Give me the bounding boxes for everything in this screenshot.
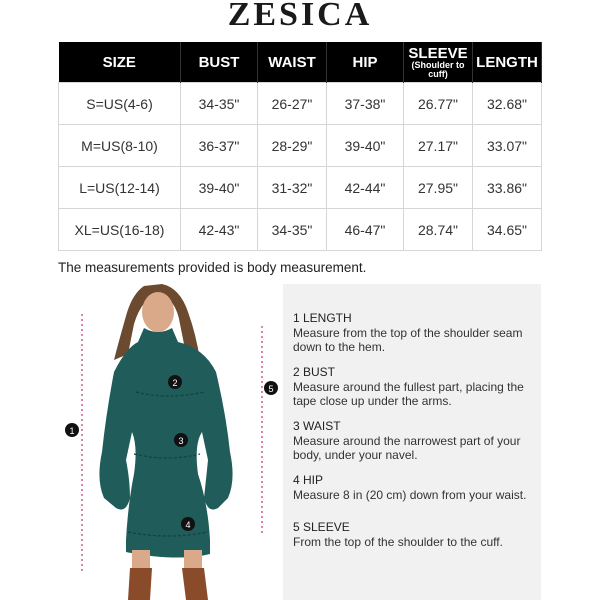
header-sleeve-label: SLEEVE <box>408 44 468 62</box>
guide-hip <box>293 473 533 502</box>
guide-sleeve-text: From the top of the shoulder to the cuff. <box>293 534 503 549</box>
guide-hip-title: 4 HIP <box>293 473 324 487</box>
cell-sleeve: 26.77" <box>404 83 473 125</box>
table-row <box>59 209 542 251</box>
marker-1-label: 1 <box>69 426 75 436</box>
cell-waist: 31-32" <box>258 167 327 209</box>
brand-logo: ZESICA <box>227 0 373 33</box>
guide-sleeve-title: 5 SLEEVE <box>293 520 350 534</box>
guide-length <box>293 311 533 355</box>
cell-bust: 34-35" <box>181 83 258 125</box>
cell-sleeve: 27.95" <box>404 167 473 209</box>
cell-sleeve: 28.74" <box>404 209 473 251</box>
marker-2 <box>168 375 182 389</box>
table-header-row <box>59 42 542 83</box>
header-length: LENGTH <box>473 42 542 83</box>
right-boot <box>182 568 208 600</box>
cell-waist: 28-29" <box>258 125 327 167</box>
guide-waist-title: 3 WAIST <box>293 419 341 433</box>
cell-length: 33.86" <box>473 167 542 209</box>
left-leg <box>132 550 150 570</box>
cell-hip: 39-40" <box>327 125 404 167</box>
marker-5 <box>264 381 278 395</box>
guide-waist <box>293 419 533 463</box>
cell-bust: 42-43" <box>181 209 258 251</box>
cell-hip: 37-38" <box>327 83 404 125</box>
header-size: SIZE <box>59 42 181 83</box>
guide-bust <box>293 365 533 409</box>
header-waist: WAIST <box>258 42 327 83</box>
cell-length: 33.07" <box>473 125 542 167</box>
marker-5-label: 5 <box>268 384 274 394</box>
size-chart-table <box>58 42 542 251</box>
cell-length: 34.65" <box>473 209 542 251</box>
cell-hip: 42-44" <box>327 167 404 209</box>
cell-hip: 46-47" <box>327 209 404 251</box>
guide-sleeve <box>293 520 533 549</box>
cell-waist: 26-27" <box>258 83 327 125</box>
marker-1 <box>65 423 79 437</box>
guide-bust-text: Measure around the fullest part, placing the tape close up under the arms. <box>293 379 524 408</box>
guide-length-text: Measure from the top of the shoulder seam down to the hem. <box>293 325 523 354</box>
marker-2-label: 2 <box>172 378 178 388</box>
guide-hip-text: Measure 8 in (20 cm) down from your waist. <box>293 487 527 502</box>
right-leg <box>184 550 202 570</box>
measurement-note: The measurements provided is body measurement. <box>58 260 367 275</box>
header-hip: HIP <box>327 42 404 83</box>
guide-length-title: 1 LENGTH <box>293 311 352 325</box>
dress-body <box>99 328 232 558</box>
header-sleeve-sub: (Shoulder to cuff) <box>411 59 465 79</box>
guide-waist-text: Measure around the narrowest part of your body, under your navel. <box>293 433 521 462</box>
cell-size: XL=US(16-18) <box>59 209 181 251</box>
table-row <box>59 167 542 209</box>
header-sleeve <box>404 42 473 83</box>
measurement-guide-panel <box>283 284 541 600</box>
table-row <box>59 125 542 167</box>
cell-size: L=US(12-14) <box>59 167 181 209</box>
guide-bust-title: 2 BUST <box>293 365 336 379</box>
cell-waist: 34-35" <box>258 209 327 251</box>
cell-bust: 39-40" <box>181 167 258 209</box>
header-bust: BUST <box>181 42 258 83</box>
cell-size: S=US(4-6) <box>59 83 181 125</box>
marker-3 <box>174 433 188 447</box>
cell-length: 32.68" <box>473 83 542 125</box>
left-boot <box>128 568 152 600</box>
face-shape <box>142 292 174 332</box>
cell-size: M=US(8-10) <box>59 125 181 167</box>
cell-sleeve: 27.17" <box>404 125 473 167</box>
marker-4-label: 4 <box>185 520 191 530</box>
model-illustration <box>58 284 283 600</box>
cell-bust: 36-37" <box>181 125 258 167</box>
marker-3-label: 3 <box>178 436 184 446</box>
marker-4 <box>181 517 195 531</box>
table-row <box>59 83 542 125</box>
